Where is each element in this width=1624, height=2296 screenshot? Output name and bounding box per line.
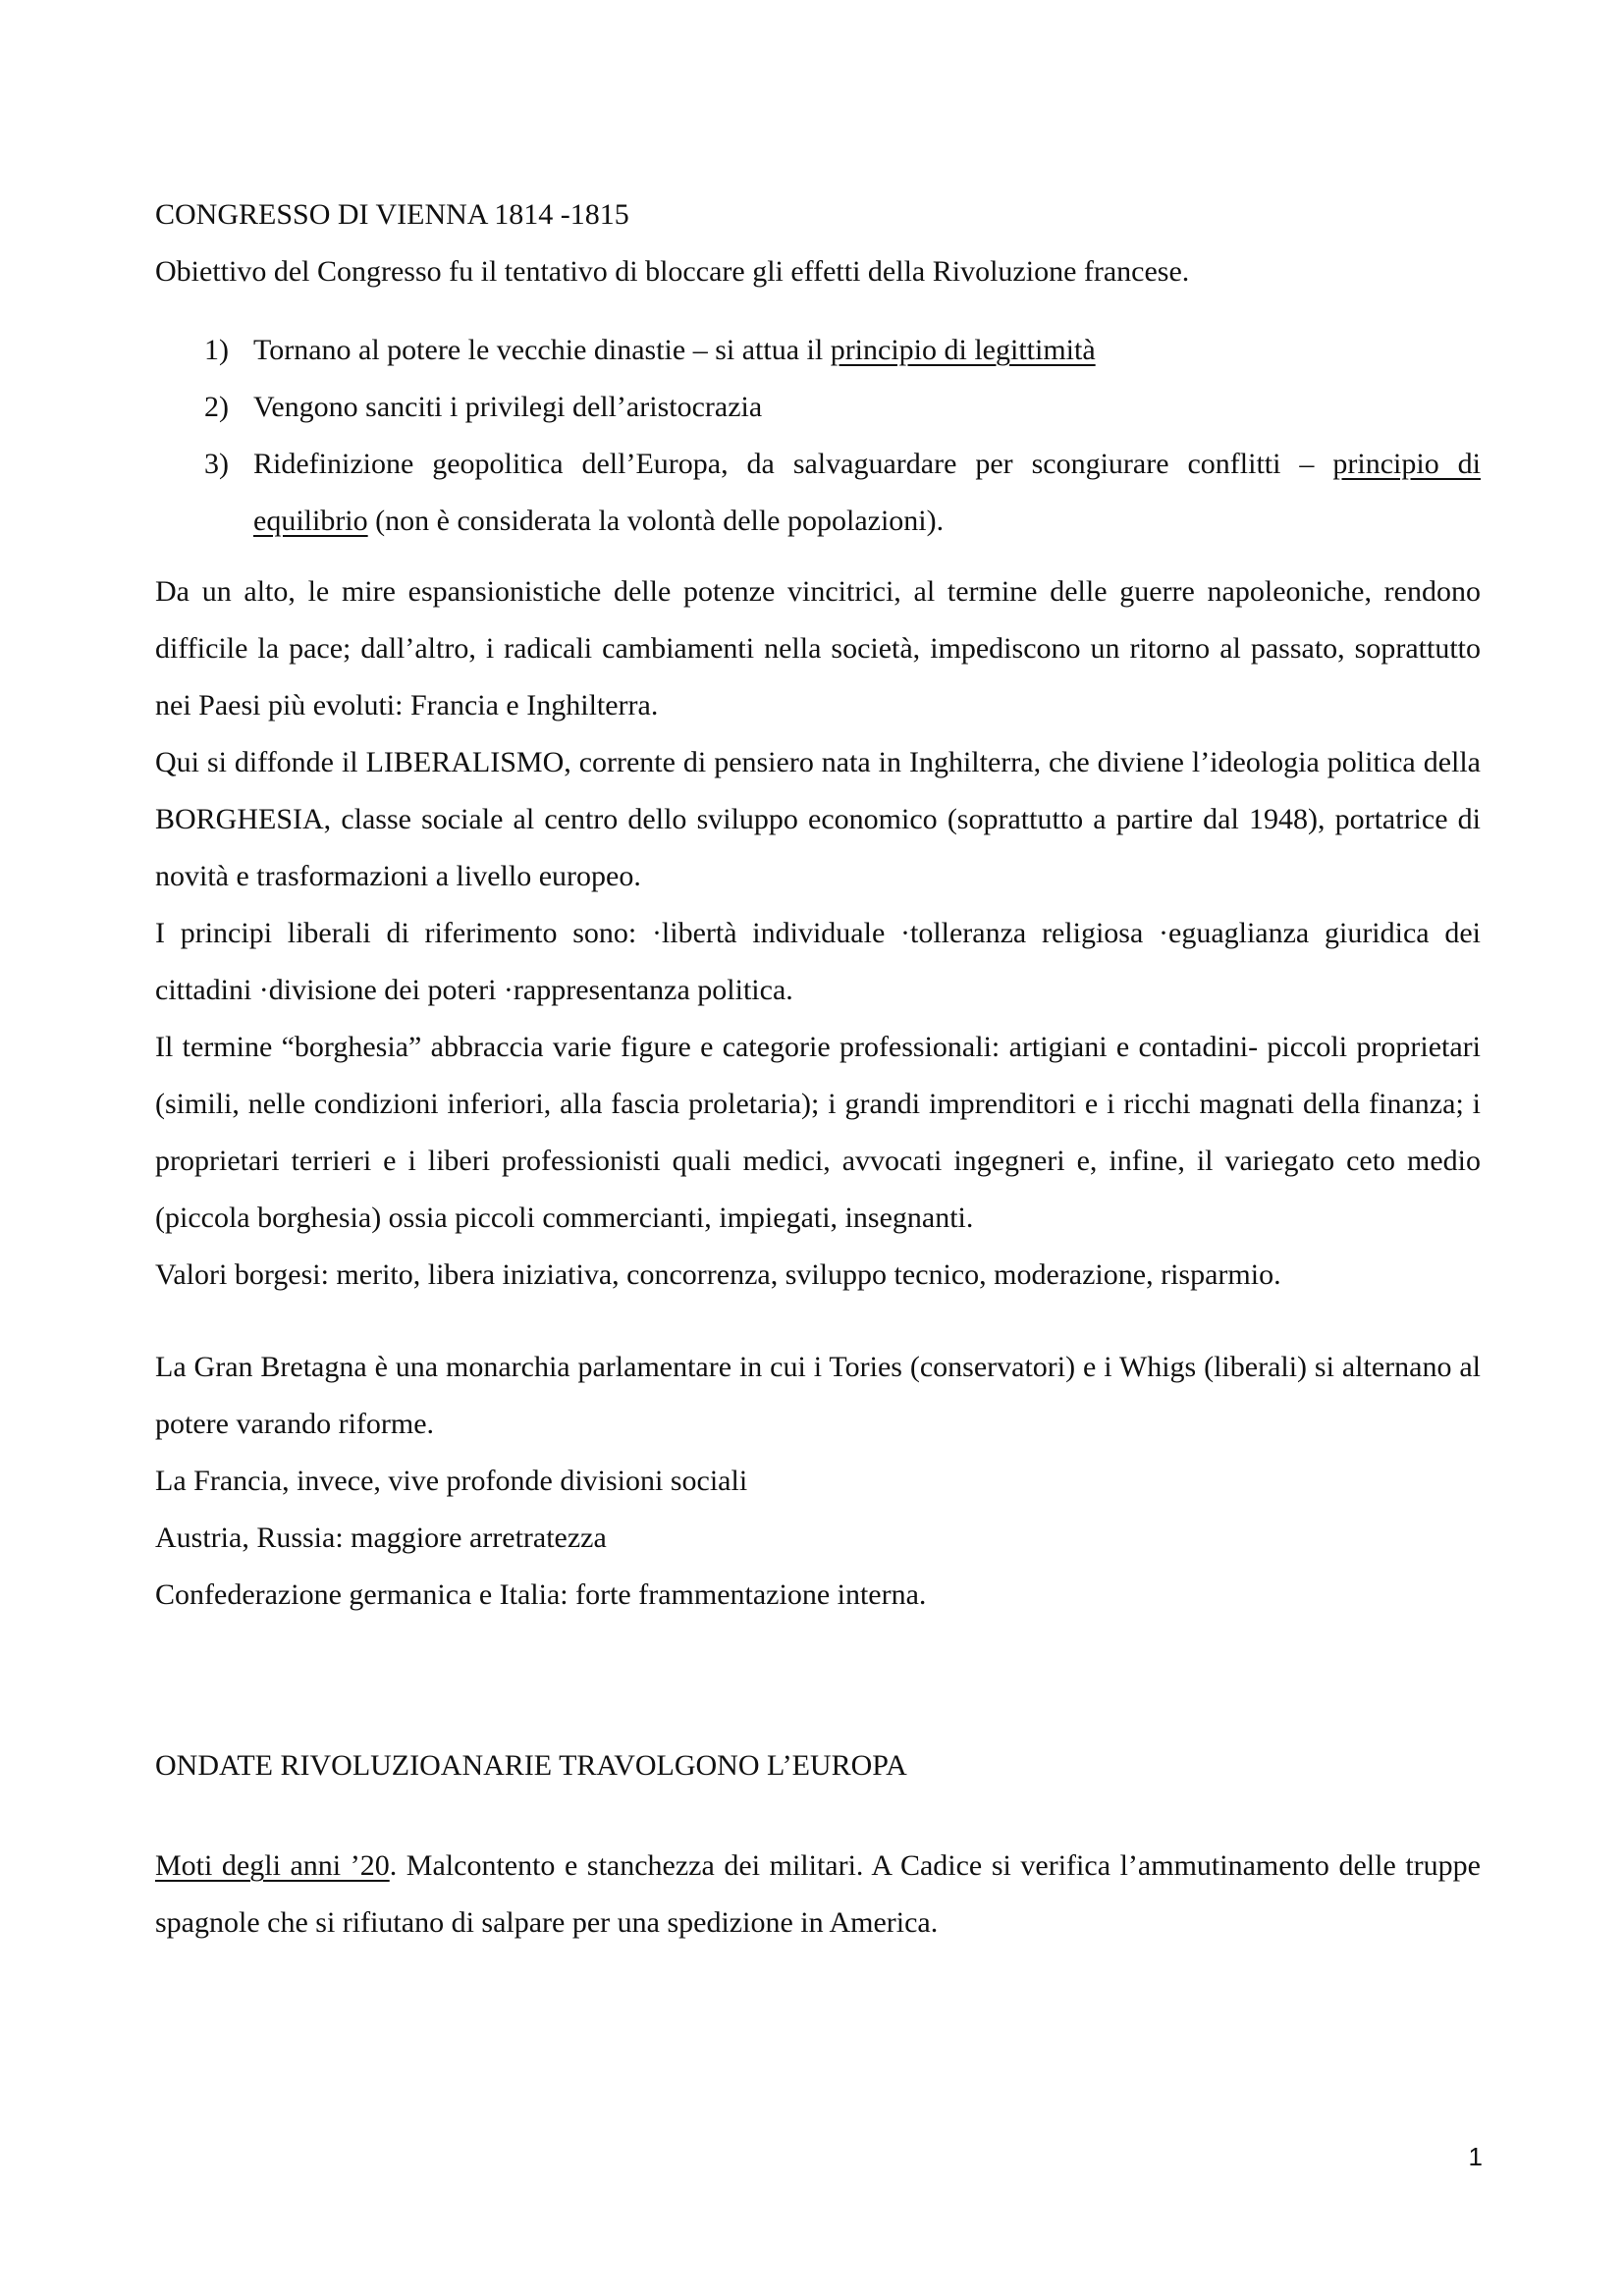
paragraph: I principi liberali di riferimento sono: ·libertà individuale ·tolleranza religiosa ·eguaglianza giuridica dei cittadini ·divisione dei poteri ·rappresentanza politica. bbox=[155, 917, 1481, 1006]
spacer bbox=[155, 300, 1481, 322]
underlined-term: principio di legittimità bbox=[830, 334, 1096, 366]
paragraph: Qui si diffonde il LIBERALISMO, corrente di pensiero nata in Inghilterra, che diviene l’ideologia politica della BORGHESIA, classe sociale al centro dello sviluppo economico (soprattutto a partire dal 1948), portatrice di novità e trasformazioni a livello europeo. bbox=[155, 746, 1481, 892]
list-item-number: 1) bbox=[204, 334, 229, 366]
section-heading: ONDATE RIVOLUZIOANARIE TRAVOLGONO L’EUROPA bbox=[155, 1749, 907, 1782]
list-item bbox=[204, 436, 1481, 550]
text-line: Austria, Russia: maggiore arretratezza bbox=[155, 1522, 607, 1554]
list-item-text: Ridefinizione geopolitica dell’Europa, da salvaguardare per scongiurare conflitti – principio di equilibrio (non è considerata la volontà delle popolazioni). bbox=[253, 448, 1481, 537]
paragraph: Il termine “borghesia” abbraccia varie figure e categorie professionali: artigiani e contadini- piccoli proprietari (simili, nelle condizioni inferiori, alla fascia proletaria); i grandi imprenditori e i ricchi magnati della finanza; i proprietari terrieri e i liberi professionisti quali medici, avvocati ingegneri e, infine, il variegato ceto medio (piccola borghesia) ossia piccoli commercianti, impiegati, insegnanti. bbox=[155, 1031, 1481, 1234]
page-content bbox=[155, 187, 1481, 1951]
spacer bbox=[155, 1304, 1481, 1339]
paragraph: Valori borgesi: merito, libera iniziativa, concorrenza, sviluppo tecnico, moderazione, risparmio. bbox=[155, 1258, 1281, 1291]
spacer bbox=[155, 1794, 1481, 1838]
text-line: Confederazione germanica e Italia: forte frammentazione interna. bbox=[155, 1578, 927, 1611]
numbered-list bbox=[155, 322, 1481, 550]
text-line: La Francia, invece, vive profonde divisioni sociali bbox=[155, 1465, 748, 1497]
spacer bbox=[155, 1624, 1481, 1737]
page-title: CONGRESSO DI VIENNA 1814 -1815 bbox=[155, 198, 629, 231]
paragraph: La Gran Bretagna è una monarchia parlamentare in cui i Tories (conservatori) e i Whigs (liberali) si alternano al potere varando riforme. bbox=[155, 1351, 1481, 1440]
paragraph: Da un alto, le mire espansionistiche delle potenze vincitrici, al termine delle guerre napoleoniche, rendono difficile la pace; dall’altro, i radicali cambiamenti nella società, impediscono un ritorno al passato, soprattutto nei Paesi più evoluti: Francia e Inghilterra. bbox=[155, 575, 1481, 721]
list-item bbox=[204, 379, 1481, 436]
list-item-number: 2) bbox=[204, 391, 229, 423]
paragraph: Moti degli anni ’20. Malcontento e stanchezza dei militari. A Cadice si verifica l’ammutinamento delle truppe spagnole che si rifiutano di salpare per una spedizione in America. bbox=[155, 1849, 1481, 1939]
list-item-text: Tornano al potere le vecchie dinastie – si attua il principio di legittimità bbox=[253, 334, 1096, 366]
page-number: 1 bbox=[1468, 2142, 1483, 2171]
underlined-term: Moti degli anni ’20 bbox=[155, 1849, 390, 1882]
underlined-term: principio di equilibrio bbox=[253, 448, 1481, 537]
list-item bbox=[204, 322, 1481, 379]
list-item-text: Vengono sanciti i privilegi dell’aristocrazia bbox=[253, 391, 763, 423]
intro-paragraph: Obiettivo del Congresso fu il tentativo di bloccare gli effetti della Rivoluzione francese. bbox=[155, 255, 1190, 288]
list-item-number: 3) bbox=[204, 448, 229, 480]
